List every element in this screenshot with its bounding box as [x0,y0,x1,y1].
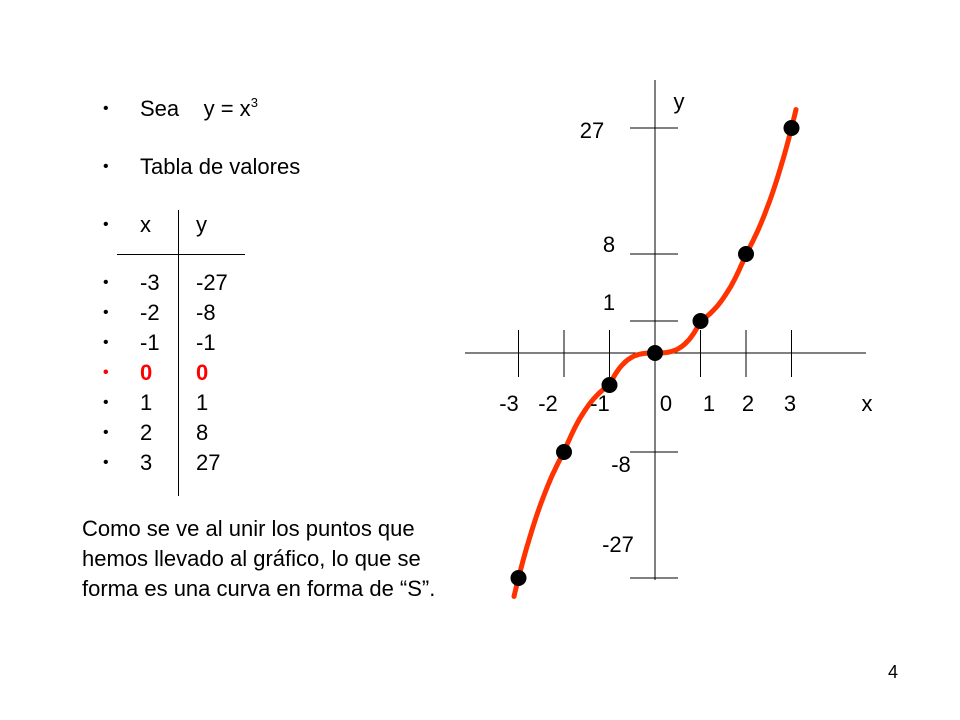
y-tick-label: 8 [602,232,616,257]
bullet: • [103,454,109,471]
table-cell-x: 2 [140,420,153,445]
table-cell-x: 0 [140,360,153,385]
sea-label: Sea [140,96,180,121]
x-tick-label: 2 [741,391,755,416]
x-axis-label: x [861,391,873,416]
table-cell-x: -2 [140,300,160,325]
x-tick-label: -2 [538,391,558,416]
bullet: • [103,216,109,233]
bullet: • [103,394,109,411]
bullet: • [103,304,109,321]
y-axis-label: y [673,89,685,114]
table-header-y: y [196,212,207,237]
note-line: forma es una curva en forma de “S”. [82,576,436,601]
table-cell-y: 1 [196,390,209,415]
table-cell-y: -1 [196,330,216,355]
note-line: Como se ve al unir los puntos que [82,516,415,541]
exponent: 3 [250,95,258,110]
data-point [784,120,800,136]
bullet: • [103,100,109,117]
table-cell-x: -1 [140,330,160,355]
bullet: • [103,424,109,441]
table-cell-y: 8 [196,420,209,445]
table-cell-y: -27 [196,270,228,295]
y-tick-label: 1 [602,290,616,315]
table-cell-y: 27 [196,450,221,475]
bullet: • [103,274,109,291]
x-tick-label: -3 [499,391,519,416]
page-number: 4 [888,662,899,682]
table-cell-x: -3 [140,270,160,295]
explanation-note [82,514,435,604]
y-tick-label: -8 [611,452,631,477]
y-tick-label: -27 [602,532,634,557]
table-header-x: x [140,212,151,237]
bullet: • [103,158,109,175]
equation: y = x [203,96,251,121]
data-point [511,570,527,586]
table-cell-x: 1 [140,390,153,415]
y-tick-label: 27 [579,118,605,143]
x-tick-label: 3 [783,391,797,416]
data-point [647,345,663,361]
table-cell-y: 0 [196,360,209,385]
table-title: Tabla de valores [140,154,301,179]
data-point [693,313,709,329]
x-tick-label: 0 [659,391,673,416]
bullet: • [103,334,109,351]
table-cell-y: -8 [196,300,216,325]
x-tick-label: -1 [590,391,610,416]
bullet: • [103,364,109,381]
data-point [556,444,572,460]
data-point [738,246,754,262]
note-line: hemos llevado al gráfico, lo que se [82,546,421,571]
x-tick-label: 1 [702,391,716,416]
table-cell-x: 3 [140,450,153,475]
